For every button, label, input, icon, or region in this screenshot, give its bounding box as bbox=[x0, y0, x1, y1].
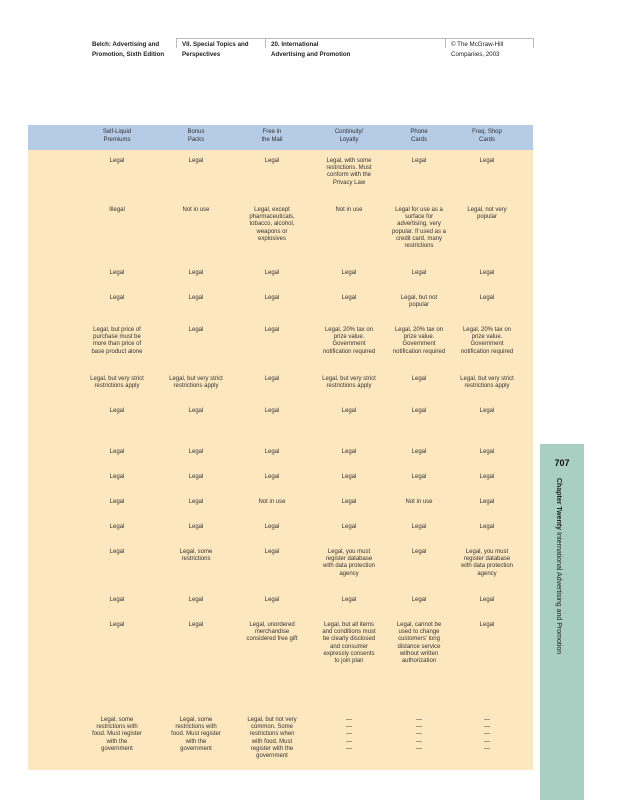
table-cell bbox=[236, 158, 308, 165]
table-cell-line: notification required bbox=[392, 348, 446, 355]
table-cell-line: Legal bbox=[264, 408, 280, 414]
table-cell bbox=[451, 474, 523, 481]
table-cell-line: common. Some bbox=[250, 724, 293, 731]
table-cell-line: conform with the bbox=[326, 172, 372, 179]
table-cell bbox=[451, 207, 523, 221]
header-divider bbox=[533, 38, 534, 48]
table-cell-line: Legal, unordered bbox=[249, 622, 295, 628]
table-cell-line: Legal bbox=[188, 270, 204, 276]
table-cell bbox=[81, 295, 153, 302]
header-copyright-line2: Companies, 2003 bbox=[451, 51, 500, 58]
table-cell-line: advertising, very bbox=[397, 221, 441, 228]
table-cell-line: Not in use bbox=[258, 499, 286, 505]
table-cell bbox=[236, 449, 308, 456]
table-cell-line: register with the bbox=[250, 745, 294, 752]
table-cell bbox=[160, 597, 232, 604]
table-cell-line: purchase must be bbox=[93, 334, 141, 341]
table-cell-line: Legal bbox=[411, 270, 427, 276]
table-cell-line: Legal bbox=[479, 597, 495, 603]
column-header-line: Cards bbox=[478, 136, 495, 143]
table-cell bbox=[451, 622, 523, 629]
table-cell-line: Legal, not very bbox=[467, 207, 507, 213]
table-cell bbox=[81, 474, 153, 481]
table-cell bbox=[160, 717, 232, 753]
table-cell-line: Legal bbox=[411, 449, 427, 455]
table-cell-line: Not in use bbox=[335, 207, 363, 213]
table-cell-line: restrictions apply bbox=[94, 383, 140, 390]
table-cell-line: with data protection bbox=[322, 563, 376, 570]
table-cell bbox=[160, 549, 232, 563]
header-part-title-line1: VII. Special Topics and bbox=[182, 41, 249, 48]
table-cell-line: without written bbox=[399, 650, 439, 657]
table-cell bbox=[451, 270, 523, 277]
table-cell bbox=[81, 408, 153, 415]
table-cell-line: Legal bbox=[411, 597, 427, 603]
header-copyright bbox=[451, 40, 503, 60]
table-cell-line: — bbox=[484, 738, 490, 745]
table-cell-line: Legal bbox=[109, 295, 125, 301]
table-cell bbox=[160, 524, 232, 531]
table-cell-line: food. Must register bbox=[171, 731, 221, 738]
table-cell-line: popular bbox=[476, 214, 497, 221]
table-cell bbox=[383, 622, 455, 665]
table-cell bbox=[313, 449, 385, 456]
table-cell-line: Legal bbox=[188, 408, 204, 414]
table-cell bbox=[383, 549, 455, 556]
table-cell-line: Legal, 20% tax on bbox=[324, 327, 374, 333]
table-cell-line: Legal, except bbox=[254, 207, 290, 213]
table-cell-line: Privacy Law bbox=[332, 179, 366, 186]
table-cell-line: Legal, but very strict bbox=[90, 376, 144, 382]
table-cell-line: authorization bbox=[401, 658, 437, 665]
table-cell bbox=[383, 270, 455, 277]
header-divider bbox=[265, 38, 266, 48]
table-cell bbox=[383, 295, 455, 309]
table-cell-line: Legal bbox=[479, 295, 495, 301]
table-cell-line: Legal bbox=[264, 295, 280, 301]
header-rule-top bbox=[176, 38, 533, 39]
table-cell-line: restrictions with bbox=[175, 724, 217, 731]
table-cell-line: Legal bbox=[264, 270, 280, 276]
table-cell-line: — bbox=[484, 724, 490, 731]
table-cell bbox=[451, 295, 523, 302]
column-header bbox=[448, 129, 526, 144]
table-cell-line: Legal bbox=[479, 474, 495, 480]
table-cell bbox=[313, 158, 385, 187]
table-cell-line: Legal bbox=[264, 474, 280, 480]
table-cell-line: popular bbox=[408, 302, 429, 309]
table-cell-line: — bbox=[346, 738, 352, 745]
table-cell bbox=[81, 499, 153, 506]
table-cell-line: Legal, cannot be bbox=[396, 622, 442, 628]
table-cell bbox=[313, 207, 385, 214]
table-cell-line: pharmaceuticals, bbox=[249, 214, 295, 221]
table-cell bbox=[236, 408, 308, 415]
table-cell-line: Legal, but all items bbox=[323, 622, 375, 628]
table-cell-line: — bbox=[346, 731, 352, 738]
table-cell-line: Legal bbox=[341, 499, 357, 505]
table-cell bbox=[236, 376, 308, 383]
table-cell bbox=[236, 717, 308, 760]
table-cell bbox=[236, 474, 308, 481]
table-cell-line: Legal bbox=[264, 327, 280, 333]
table-cell-line: Legal, you must bbox=[465, 549, 509, 555]
table-cell-line: Legal, 20% tax on bbox=[462, 327, 512, 333]
table-cell-line: Legal bbox=[264, 549, 280, 555]
table-cell bbox=[313, 376, 385, 390]
column-header bbox=[233, 129, 311, 144]
table-cell-line: and conditions must bbox=[322, 629, 376, 636]
table-cell-line: expressly consents bbox=[323, 650, 375, 657]
header-part-title bbox=[182, 40, 249, 60]
table-cell bbox=[313, 717, 385, 753]
table-cell-line: Legal bbox=[188, 597, 204, 603]
table-cell bbox=[236, 549, 308, 556]
table-cell bbox=[451, 327, 523, 356]
table-cell bbox=[81, 207, 153, 214]
header-divider bbox=[445, 38, 446, 48]
table-cell-line: restrictions bbox=[181, 556, 211, 563]
table-cell bbox=[81, 597, 153, 604]
column-header-line: Phone bbox=[410, 129, 428, 135]
table-cell-line: Legal bbox=[188, 327, 204, 333]
table-cell-line: Legal, 20% tax on bbox=[394, 327, 444, 333]
table-cell bbox=[81, 524, 153, 531]
table-cell-line: — bbox=[346, 717, 352, 723]
table-cell bbox=[451, 717, 523, 753]
header-chapter-title bbox=[271, 40, 350, 60]
table-cell-line: used to change bbox=[398, 629, 440, 636]
table-cell bbox=[383, 717, 455, 753]
table-cell-line: Legal, you must bbox=[327, 549, 371, 555]
table-cell-line: Legal bbox=[109, 549, 125, 555]
column-header-line: Cards bbox=[410, 136, 427, 143]
table-cell bbox=[160, 207, 232, 214]
table-cell-line: government bbox=[101, 745, 133, 752]
table-cell-line: Legal, but price of bbox=[93, 327, 141, 333]
table-cell-line: Legal bbox=[264, 524, 280, 530]
table-cell-line: — bbox=[416, 738, 422, 745]
header-book-title-line1: Belch: Advertising and bbox=[92, 41, 160, 48]
table-cell bbox=[313, 524, 385, 531]
table-cell-line: restrictions when bbox=[249, 731, 295, 738]
table-cell-line: Legal bbox=[411, 158, 427, 164]
table-cell-line: — bbox=[416, 717, 422, 723]
table-cell bbox=[383, 327, 455, 356]
table-cell bbox=[236, 327, 308, 334]
table-cell bbox=[451, 597, 523, 604]
table-cell-line: Legal bbox=[411, 549, 427, 555]
table-cell bbox=[383, 524, 455, 531]
table-cell-line: Legal, with some bbox=[326, 158, 372, 164]
table-cell-line: Legal bbox=[341, 449, 357, 455]
table-cell-line: — bbox=[346, 745, 352, 752]
table-cell-line: Legal bbox=[188, 158, 204, 164]
table-cell-line: — bbox=[416, 745, 422, 752]
table-cell bbox=[81, 158, 153, 165]
table-cell-line: Legal bbox=[341, 295, 357, 301]
table-cell-line: with food. Must bbox=[251, 738, 293, 745]
table-cell-line: Legal, some bbox=[100, 717, 134, 723]
table-cell-line: Legal bbox=[479, 524, 495, 530]
table-cell-line: tobacco, alcohol, bbox=[249, 221, 295, 228]
table-cell-line: Legal bbox=[188, 449, 204, 455]
column-header-line: Self-Liquid bbox=[102, 129, 132, 135]
table-cell-line: with the bbox=[185, 738, 207, 745]
table-cell-line: Legal bbox=[341, 524, 357, 530]
table-cell bbox=[81, 449, 153, 456]
table-cell bbox=[451, 524, 523, 531]
table-cell bbox=[451, 449, 523, 456]
table-cell bbox=[313, 327, 385, 356]
table-cell bbox=[81, 376, 153, 390]
table-cell bbox=[383, 449, 455, 456]
table-cell-line: Legal, some bbox=[179, 717, 213, 723]
column-header-line: Premiums bbox=[103, 136, 131, 143]
table-cell bbox=[313, 499, 385, 506]
table-cell-line: Legal bbox=[188, 524, 204, 530]
table-cell-line: Legal bbox=[188, 474, 204, 480]
table-cell bbox=[383, 408, 455, 415]
column-header bbox=[78, 129, 156, 144]
column-header-line: the Mail bbox=[261, 136, 283, 143]
table-cell-line: agency bbox=[477, 570, 497, 577]
table-cell-line: with data protection bbox=[460, 563, 514, 570]
table-cell bbox=[81, 270, 153, 277]
table-cell-line: notification required bbox=[322, 348, 376, 355]
table-cell-line: Legal bbox=[264, 597, 280, 603]
table-cell-line: Legal bbox=[479, 408, 495, 414]
table-cell bbox=[160, 270, 232, 277]
table-cell bbox=[236, 270, 308, 277]
table-cell-line: Government bbox=[332, 341, 366, 348]
table-cell-line: Legal bbox=[264, 449, 280, 455]
table-cell-line: Legal bbox=[411, 524, 427, 530]
table-cell-line: agency bbox=[339, 570, 359, 577]
table-cell-line: Legal, but very strict bbox=[460, 376, 514, 382]
chapter-side-tab bbox=[540, 444, 584, 800]
table-cell bbox=[313, 408, 385, 415]
table-cell-line: prize value. bbox=[471, 334, 503, 341]
chapter-side-label bbox=[555, 478, 562, 654]
table-cell-line: register database bbox=[325, 556, 373, 563]
table-cell-line: Legal bbox=[188, 499, 204, 505]
table-cell-line: Legal bbox=[479, 622, 495, 628]
table-cell-line: considered free gift bbox=[246, 636, 298, 643]
header-part-title-line2: Perspectives bbox=[182, 51, 221, 58]
table-cell-line: Legal bbox=[109, 622, 125, 628]
table-cell-line: more than price of bbox=[92, 341, 142, 348]
table-cell-line: Legal bbox=[411, 408, 427, 414]
table-cell-line: Legal bbox=[188, 295, 204, 301]
header-divider bbox=[176, 38, 177, 48]
table-cell-line: food. Must register bbox=[92, 731, 142, 738]
table-cell bbox=[160, 295, 232, 302]
table-cell-line: be clearly disclosed bbox=[322, 636, 376, 643]
table-cell-line: Legal bbox=[109, 270, 125, 276]
table-cell bbox=[160, 474, 232, 481]
table-cell bbox=[160, 622, 232, 629]
table-cell-line: — bbox=[484, 745, 490, 752]
table-cell bbox=[383, 207, 455, 250]
header-copyright-line1: © The McGraw-Hill bbox=[451, 41, 504, 48]
table-cell-line: Legal bbox=[479, 158, 495, 164]
chapter-label: Chapter Twenty bbox=[555, 478, 562, 530]
table-cell-line: Legal bbox=[479, 499, 495, 505]
table-cell-line: Legal bbox=[341, 408, 357, 414]
table-cell bbox=[236, 207, 308, 243]
header-book-title bbox=[92, 40, 164, 60]
table-cell-line: restrictions apply bbox=[173, 383, 219, 390]
table-cell-line: Legal bbox=[264, 376, 280, 382]
table-cell bbox=[313, 295, 385, 302]
table-cell-line: Legal bbox=[109, 499, 125, 505]
column-header bbox=[157, 129, 235, 144]
table-cell-line: Legal bbox=[188, 622, 204, 628]
table-cell-line: — bbox=[416, 724, 422, 731]
table-cell-line: surface for bbox=[404, 214, 434, 221]
table-cell-line: Legal bbox=[411, 376, 427, 382]
table-cell-line: distance service bbox=[397, 643, 441, 650]
table-cell-line: popular. If used as a bbox=[391, 228, 447, 235]
table-cell bbox=[383, 597, 455, 604]
table-cell bbox=[236, 499, 308, 506]
table-cell-line: restrictions apply bbox=[464, 383, 510, 390]
table-cell-line: weapons or bbox=[256, 228, 288, 235]
table-cell-line: Legal bbox=[109, 524, 125, 530]
table-cell-line: Legal bbox=[109, 474, 125, 480]
table-cell bbox=[383, 158, 455, 165]
table-cell-line: government bbox=[256, 753, 288, 760]
table-cell-line: prize value. bbox=[403, 334, 435, 341]
column-header-line: Freq. Shop bbox=[472, 129, 502, 135]
table-cell-line: and consumer bbox=[329, 643, 369, 650]
table-cell bbox=[383, 474, 455, 481]
table-cell-line: Illegal bbox=[109, 207, 125, 213]
table-cell bbox=[451, 549, 523, 578]
table-cell-line: — bbox=[416, 731, 422, 738]
table-cell-line: Legal for use as a bbox=[395, 207, 443, 213]
table-cell bbox=[81, 622, 153, 629]
table-cell-line: with the bbox=[106, 738, 128, 745]
table-cell-line: Legal bbox=[341, 474, 357, 480]
table-cell bbox=[160, 449, 232, 456]
table-cell-line: Legal bbox=[341, 270, 357, 276]
table-cell bbox=[451, 376, 523, 390]
page-number: 707 bbox=[554, 458, 570, 468]
column-header bbox=[380, 129, 458, 144]
table-cell-line: explosives bbox=[257, 235, 286, 242]
table-cell-line: to join plan bbox=[334, 658, 364, 665]
table-cell-line: register database bbox=[463, 556, 511, 563]
table-cell-line: merchandise bbox=[254, 629, 290, 636]
table-cell-line: restrictions apply bbox=[326, 383, 372, 390]
table-cell bbox=[160, 376, 232, 390]
header-chapter-title-line1: 20. International bbox=[271, 41, 319, 48]
column-header-line: Packs bbox=[187, 136, 205, 143]
table-cell-line: restrictions bbox=[404, 243, 434, 250]
table-cell-line: credit card, many bbox=[395, 235, 443, 242]
chapter-title: International Advertising and Promotion bbox=[555, 531, 562, 655]
table-cell bbox=[451, 499, 523, 506]
table-cell-line: Not in use bbox=[405, 499, 433, 505]
table-cell-line: Legal bbox=[264, 158, 280, 164]
table-cell bbox=[160, 158, 232, 165]
column-header bbox=[310, 129, 388, 144]
column-header-line: Continuity/ bbox=[334, 129, 364, 135]
table-cell-line: Legal, but very strict bbox=[169, 376, 223, 382]
table-cell-line: — bbox=[484, 717, 490, 723]
table-cell-line: Legal bbox=[341, 597, 357, 603]
table-cell bbox=[160, 408, 232, 415]
table-cell bbox=[313, 474, 385, 481]
table-cell bbox=[451, 158, 523, 165]
table-cell-line: Government bbox=[470, 341, 504, 348]
table-cell bbox=[236, 295, 308, 302]
table-cell bbox=[81, 717, 153, 753]
table-cell-line: Legal bbox=[109, 449, 125, 455]
table-cell-line: restrictions with bbox=[96, 724, 138, 731]
table-cell bbox=[313, 622, 385, 665]
table-cell-line: Government bbox=[402, 341, 436, 348]
table-cell-line: Legal, some bbox=[179, 549, 213, 555]
table-cell-line: government bbox=[180, 745, 212, 752]
table-cell bbox=[81, 549, 153, 556]
column-header-line: Loyalty bbox=[339, 136, 359, 143]
table-cell bbox=[236, 622, 308, 644]
table-cell-line: Legal bbox=[109, 597, 125, 603]
table-cell bbox=[236, 597, 308, 604]
header-chapter-title-line2: Advertising and Promotion bbox=[271, 51, 351, 58]
table-cell bbox=[451, 408, 523, 415]
table-cell-line: — bbox=[346, 724, 352, 731]
table-cell-line: prize value. bbox=[333, 334, 365, 341]
table-cell-line: Not in use bbox=[182, 207, 210, 213]
table-cell-line: restrictions. Must bbox=[326, 165, 372, 172]
table-cell bbox=[383, 376, 455, 383]
table-cell-line: — bbox=[484, 731, 490, 738]
table-cell bbox=[160, 327, 232, 334]
table-cell-line: base product alone bbox=[91, 348, 143, 355]
table-cell bbox=[236, 524, 308, 531]
table-cell-line: Legal bbox=[479, 270, 495, 276]
table-cell bbox=[81, 327, 153, 356]
table-cell-line: Legal, but not very bbox=[247, 717, 297, 723]
table-cell-line: Legal, but not bbox=[400, 295, 438, 301]
table-cell-line: Legal bbox=[479, 449, 495, 455]
table-cell-line: customers' long bbox=[398, 636, 440, 643]
table-cell-line: Legal bbox=[109, 408, 125, 414]
header-book-title-line2: Promotion, Sixth Edition bbox=[92, 51, 165, 58]
table-cell-line: Legal bbox=[109, 158, 125, 164]
table-cell bbox=[313, 597, 385, 604]
table-cell bbox=[160, 499, 232, 506]
table-cell-line: Legal bbox=[411, 474, 427, 480]
column-header-line: Bonus bbox=[187, 129, 205, 135]
table-cell bbox=[313, 549, 385, 578]
table-cell bbox=[313, 270, 385, 277]
column-header-line: Free in bbox=[262, 129, 282, 135]
table-cell bbox=[383, 499, 455, 506]
table-cell-line: Legal, but very strict bbox=[322, 376, 376, 382]
table-cell-line: notification required bbox=[460, 348, 514, 355]
